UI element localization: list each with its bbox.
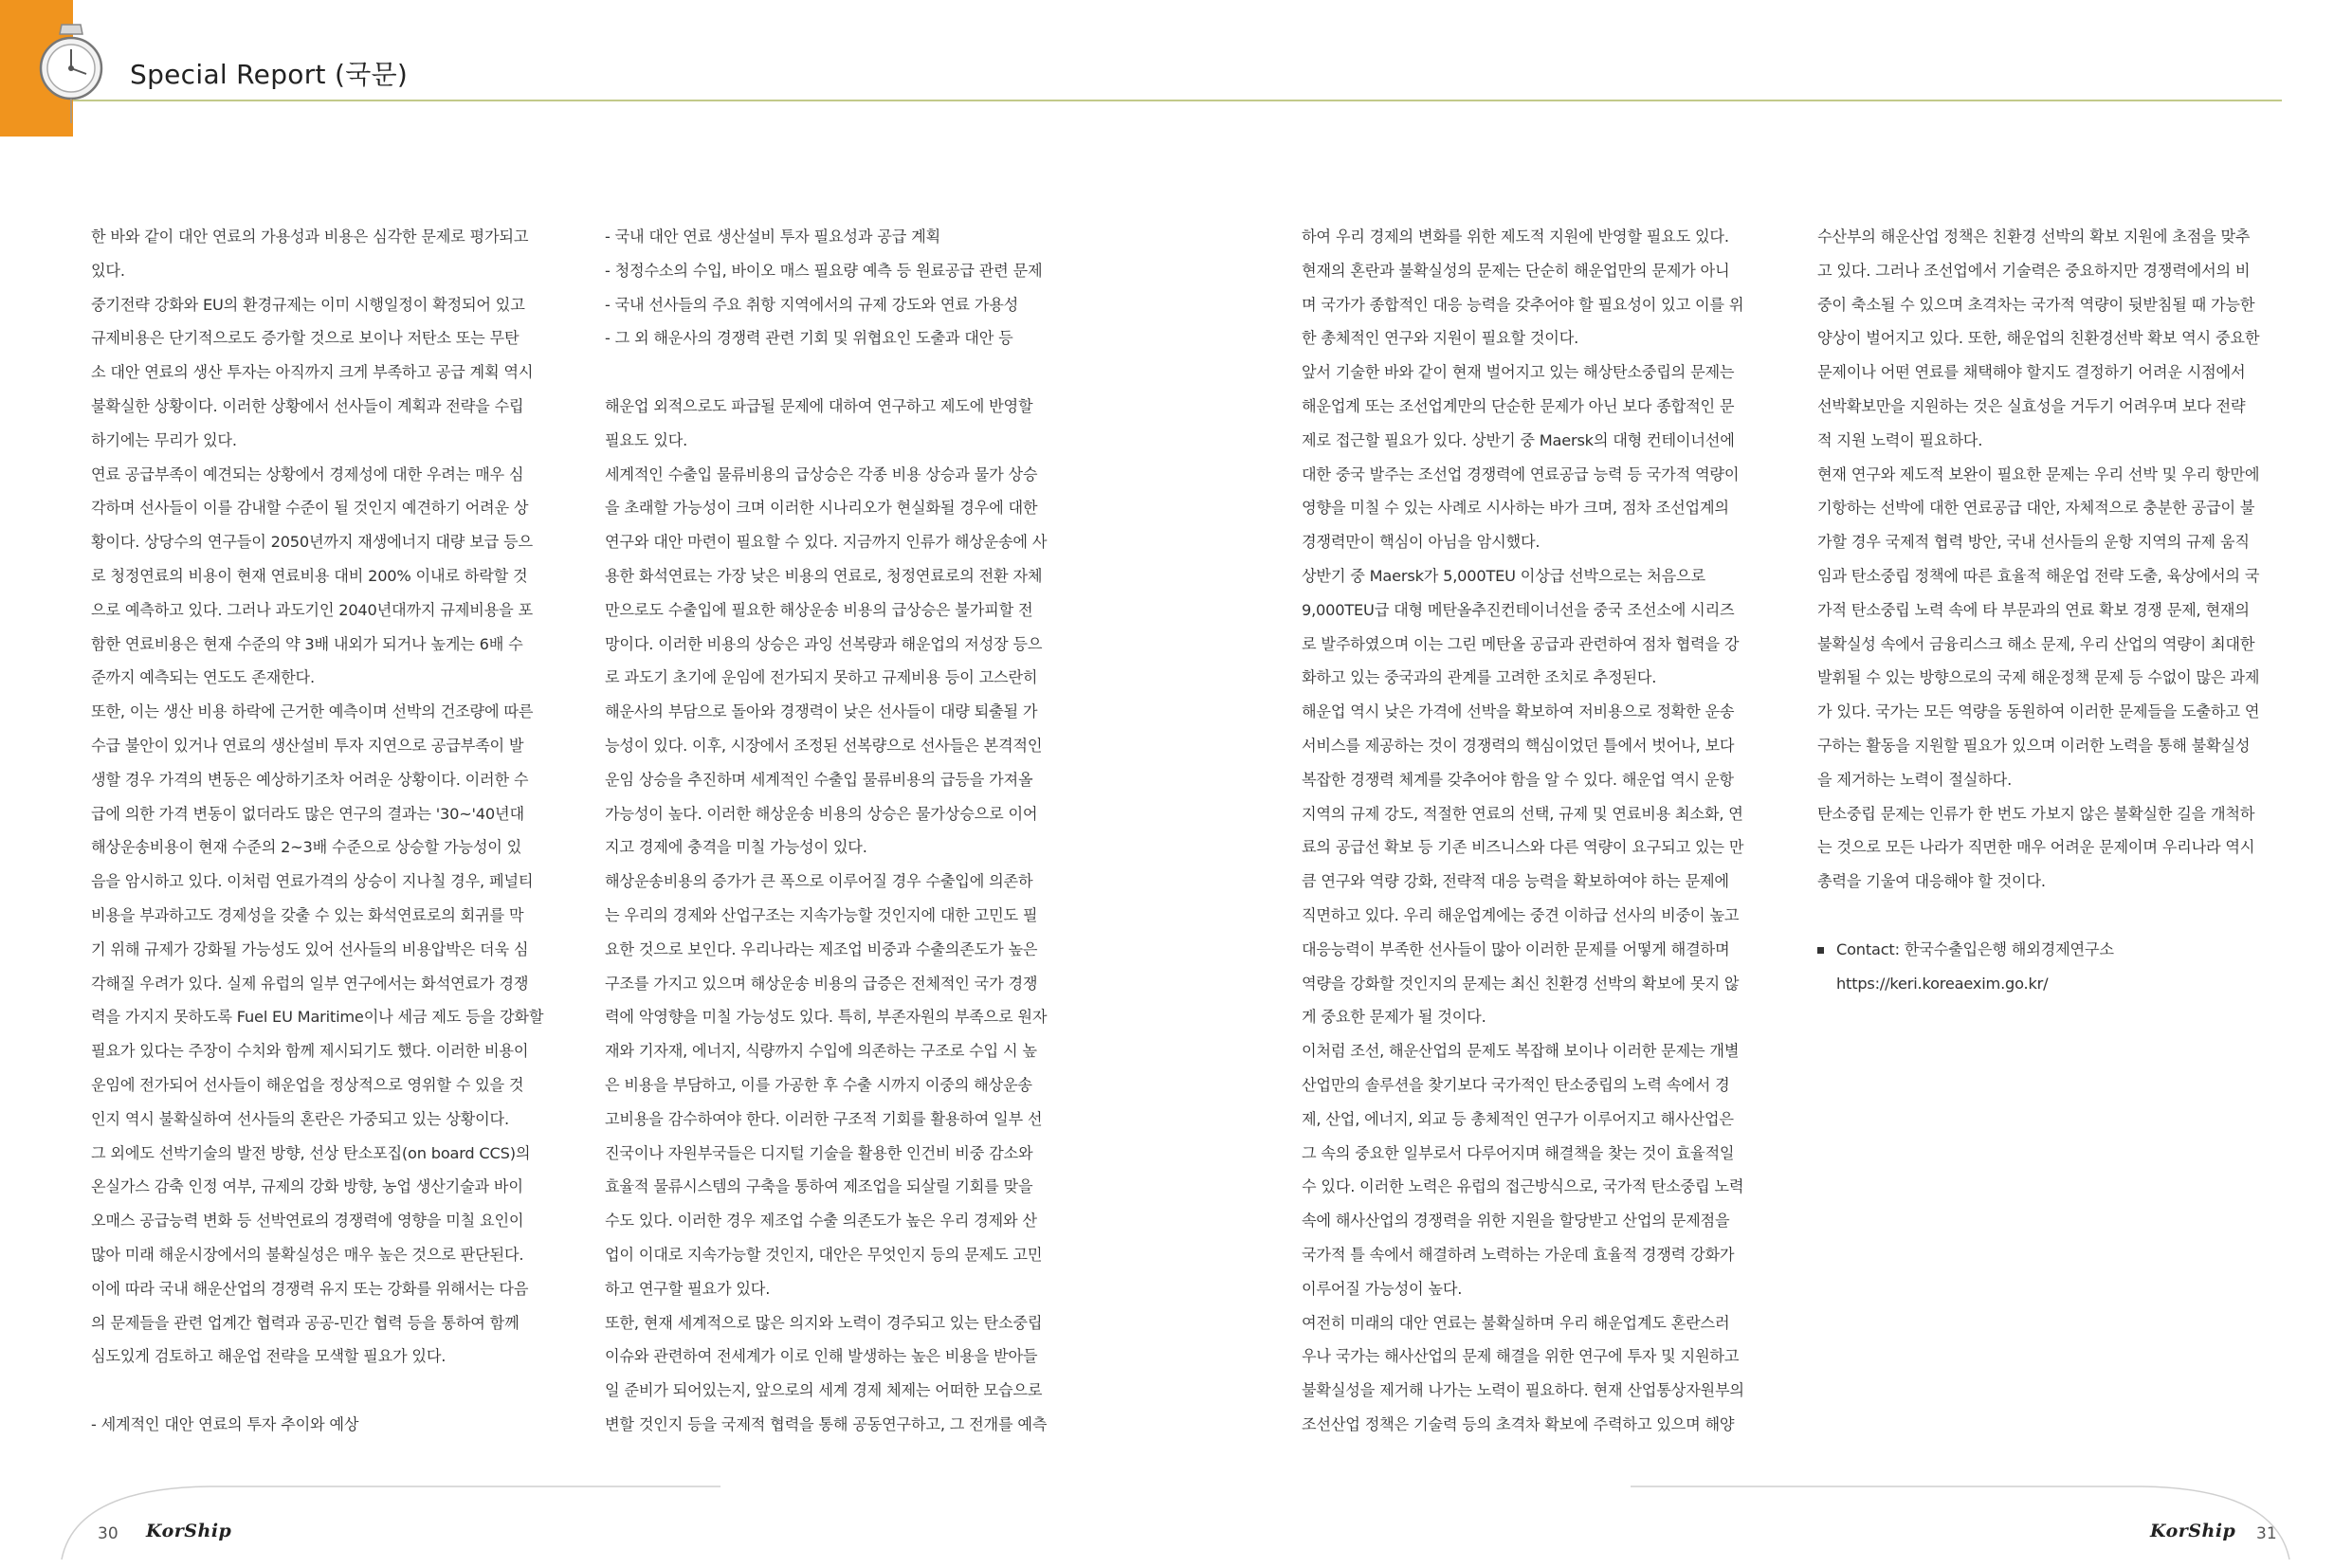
list-item: - 세계적인 대안 연료의 투자 추이와 예상: [91, 1414, 359, 1433]
text-line: 한 바와 같이 대안 연료의 가용성과 비용은 심각한 문제로 평가되고: [91, 228, 529, 246]
text-line: 9,000TEU급 대형 메탄올추진컨테이너선을 중국 조선소에 시리즈: [1302, 600, 1735, 619]
text-line: 각하며 선사들이 이를 감내할 수준이 될 것인지 예견하기 어려운 상: [91, 499, 529, 518]
text-line: 역량을 강화할 것인지의 문제는 최신 친환경 선박의 확보에 못지 않: [1302, 974, 1740, 993]
text-line: 력을 가지지 못하도록 Fuel EU Maritime이나 세금 제도 등을 강화할: [91, 1008, 544, 1027]
compass-icon: [33, 21, 117, 125]
text-line: 은 비용을 부담하고, 이를 가공한 후 수출 시까지 이중의 해상운송: [605, 1075, 1032, 1094]
text-line: 하기에는 무리가 있다.: [91, 430, 237, 449]
text-line: 세계적인 수출입 물류비용의 급상승은 각종 비용 상승과 물가 상승: [605, 465, 1038, 483]
text-line: 운임에 전가되어 선사들이 해운업을 정상적으로 영위할 수 있을 것: [91, 1075, 524, 1094]
text-line: 그 외에도 선박기술의 발전 방향, 선상 탄소포집(on board CCS)의: [91, 1143, 531, 1162]
text-line: 비용을 부과하고도 경제성을 갖출 수 있는 화석연료로의 회귀를 막: [91, 905, 524, 924]
text-line: 가 있다. 국가는 모든 역량을 동원하여 이러한 문제들을 도출하고 연: [1817, 702, 2260, 721]
text-line: 불확실성을 제거해 나가는 노력이 필요하다. 현재 산업통상자원부의: [1302, 1381, 1744, 1400]
text-line: 있다.: [91, 261, 125, 280]
paragraph-gap: [605, 356, 1090, 390]
text-line: 지역의 규제 강도, 적절한 연료의 선택, 규제 및 연료비용 최소화, 연: [1302, 804, 1743, 823]
text-line: 함한 연료비용은 현재 수준의 약 3배 내외가 되거나 높게는 6배 수: [91, 634, 523, 653]
text-line: 황이다. 상당수의 연구들이 2050년까지 재생에너지 대량 보급 등으: [91, 533, 533, 552]
text-line: 속에 해사산업의 경쟁력을 위한 지원을 할당받고 산업의 문제점을: [1302, 1212, 1730, 1231]
text-line: 적 지원 노력이 필요하다.: [1817, 430, 1983, 449]
text-line: 로 발주하였으며 이는 그린 메탄올 공급과 관련하여 점차 협력을 강: [1302, 634, 1740, 653]
text-line: 료의 공급선 확보 등 기존 비즈니스와 다른 역량이 요구되고 있는 만: [1302, 838, 1744, 857]
text-line: 제, 산업, 에너지, 외교 등 총체적인 연구가 이루어지고 해사산업은: [1302, 1109, 1734, 1128]
text-line: 가할 경우 국제적 협력 방안, 국내 선사들의 운항 지역의 규제 움직: [1817, 533, 2250, 552]
text-line: 영향을 미칠 수 있는 사례로 시사하는 바가 크며, 점차 조선업계의: [1302, 499, 1729, 518]
text-line: 요한 것으로 보인다. 우리나라는 제조업 비중과 수출의존도가 높은: [605, 939, 1038, 958]
text-line: 로 청정연료의 비용이 현재 연료비용 대비 200% 이내로 하락할 것: [91, 566, 528, 585]
text-line: 수도 있다. 이러한 경우 제조업 수출 의존도가 높은 우리 경제와 산: [605, 1212, 1037, 1231]
text-line: 그 속의 중요한 일부로서 다루어지며 해결책을 찾는 것이 효율적일: [1302, 1143, 1735, 1162]
text-line: 하여 우리 경제의 변화를 위한 제도적 지원에 반영할 필요도 있다.: [1302, 228, 1729, 246]
text-line: 이처럼 조선, 해운산업의 문제도 복잡해 보이나 이러한 문제는 개별: [1302, 1042, 1740, 1061]
text-line: 이루어질 가능성이 높다.: [1302, 1279, 1463, 1298]
text-line: 탄소중립 문제는 인류가 한 번도 가보지 않은 불확실한 길을 개척하: [1817, 804, 2255, 823]
text-line: 선박확보만을 지원하는 것은 실효성을 거두기 어려우며 보다 전략: [1817, 396, 2246, 415]
page-number-right: 31: [2256, 1524, 2277, 1543]
text-line: 을 초래할 가능성이 크며 이러한 시나리오가 현실화될 경우에 대한: [605, 499, 1038, 518]
text-line: 가능성이 높다. 이러한 해상운송 비용의 상승은 물가상승으로 이어: [605, 804, 1038, 823]
text-line: 운임 상승을 추진하며 세계적인 수출입 물류비용의 급등을 가져올: [605, 770, 1033, 789]
text-line: 용한 화석연료는 가장 낮은 비용의 연료로, 청정연료로의 전환 자체: [605, 566, 1043, 585]
text-line: 의 문제들을 관련 업계간 협력과 공공-민간 협력 등을 통하여 함께: [91, 1313, 520, 1332]
text-line: 인지 역시 불확실하여 선사들의 혼란은 가중되고 있는 상황이다.: [91, 1109, 509, 1128]
text-line: 업이 이대로 지속가능할 것인지, 대안은 무엇인지 등의 문제도 고민: [605, 1245, 1043, 1264]
contact-label: Contact: 한국수출입은행 해외경제연구소: [1836, 939, 2114, 958]
text-line: 이에 따라 국내 해운산업의 경쟁력 유지 또는 강화를 위해서는 다음: [91, 1279, 529, 1298]
text-line: 구조를 가지고 있으며 해상운송 비용의 급증은 전체적인 국가 경쟁: [605, 974, 1038, 993]
text-line: 불확실한 상황이다. 이러한 상황에서 선사들이 계획과 전략을 수립: [91, 396, 524, 415]
text-line: 해운사의 부담으로 돌아와 경쟁력이 낮은 선사들이 대량 퇴출될 가: [605, 702, 1038, 721]
text-line: 여전히 미래의 대안 연료는 불확실하며 우리 해운업계도 혼란스러: [1302, 1313, 1730, 1332]
text-line: 가적 탄소중립 노력 속에 타 부문과의 연료 확보 경쟁 문제, 현재의: [1817, 600, 2250, 619]
text-line: 큼 연구와 역량 강화, 전략적 대응 능력을 확보하여야 하는 문제에: [1302, 872, 1729, 891]
page-title: Special Report (국문): [130, 59, 409, 90]
text-line: 효율적 물류시스템의 구축을 통하여 제조업을 되살릴 기회를 맞을: [605, 1177, 1033, 1196]
text-line: 경쟁력만이 핵심이 아님을 암시했다.: [1302, 533, 1541, 552]
text-line: 해운업계 또는 조선업계만의 단순한 문제가 아닌 보다 종합적인 문: [1302, 396, 1735, 415]
text-line: 소 대안 연료의 생산 투자는 아직까지 크게 부족하고 공급 계획 역시: [91, 363, 534, 382]
text-line: 변할 것인지 등을 국제적 협력을 통해 공동연구하고, 그 전개를 예측: [605, 1414, 1048, 1433]
text-line: 만으로도 수출입에 필요한 해상운송 비용의 급상승은 불가피할 전: [605, 600, 1033, 619]
text-line: 발휘될 수 있는 방향으로의 국제 해운정책 문제 등 수없이 많은 과제: [1817, 668, 2260, 687]
contact-info: [1817, 933, 2303, 967]
text-line: 며 국가가 종합적인 대응 능력을 갖추어야 할 필요성이 있고 이를 위: [1302, 295, 1744, 314]
page-number-left: 30: [98, 1524, 119, 1543]
bullet-icon: [1817, 947, 1824, 954]
text-line: 또한, 이는 생산 비용 하락에 근거한 예측이며 선박의 건조량에 따른: [91, 702, 534, 721]
text-line: 제로 접근할 필요가 있다. 상반기 중 Maersk의 대형 컨테이너선에: [1302, 430, 1735, 449]
text-line: 직면하고 있다. 우리 해운업계에는 중견 이하급 선사의 비중이 높고: [1302, 905, 1740, 924]
text-line: 로 과도기 초기에 운임에 전가되지 못하고 규제비용 등이 고스란히: [605, 668, 1038, 687]
text-line: 오매스 공급능력 변화 등 선박연료의 경쟁력에 영향을 미칠 요인이: [91, 1212, 524, 1231]
text-line: 일 준비가 되어있는지, 앞으로의 세계 경제 체제는 어떠한 모습으로: [605, 1381, 1043, 1400]
text-line: 한 총체적인 연구와 지원이 필요할 것이다.: [1302, 329, 1579, 348]
text-line: 진국이나 자원부국들은 디지털 기술을 활용한 인건비 비중 감소와: [605, 1143, 1033, 1162]
text-column-1: [91, 220, 576, 1442]
text-line: 을 제거하는 노력이 절실하다.: [1817, 770, 2013, 789]
text-line: 기 위해 규제가 강화될 가능성도 있어 선사들의 비용압박은 더욱 심: [91, 939, 529, 958]
text-line: 수산부의 해운산업 정책은 친환경 선박의 확보 지원에 초점을 맞추: [1817, 228, 2251, 246]
text-line: 심도있게 검토하고 해운업 전략을 모색할 필요가 있다.: [91, 1347, 447, 1366]
text-line: 또한, 현재 세계적으로 많은 의지와 노력이 경주되고 있는 탄소중립: [605, 1313, 1043, 1332]
text-line: 문제이나 어떤 연료를 채택해야 할지도 결정하기 어려운 시점에서: [1817, 363, 2246, 382]
text-line: 능성이 있다. 이후, 시장에서 조정된 선복량으로 선사들은 본격적인: [605, 736, 1043, 755]
text-line: 재와 기자재, 에너지, 식량까지 수입에 의존하는 구조로 수입 시 높: [605, 1042, 1037, 1061]
text-line: 는 것으로 모든 나라가 직면한 매우 어려운 문제이며 우리나라 역시: [1817, 838, 2255, 857]
text-line: 우나 국가는 해사산업의 문제 해결을 위한 연구에 투자 및 지원하고: [1302, 1347, 1740, 1366]
text-line: 음을 암시하고 있다. 이처럼 연료가격의 상승이 지나칠 경우, 페널티: [91, 872, 534, 891]
text-line: 연료 공급부족이 예견되는 상황에서 경제성에 대한 우려는 매우 심: [91, 465, 524, 483]
text-line: 규제비용은 단기적으로도 증가할 것으로 보이나 저탄소 또는 무탄: [91, 329, 520, 348]
text-line: 수급 불안이 있거나 연료의 생산설비 투자 지연으로 공급부족이 발: [91, 736, 524, 755]
text-line: 중이 축소될 수 있으며 초격차는 국가적 역량이 뒷받침될 때 가능한: [1817, 295, 2255, 314]
text-line: 총력을 기울여 대응해야 할 것이다.: [1817, 872, 2046, 891]
text-line: 필요도 있다.: [605, 430, 688, 449]
text-line: 서비스를 제공하는 것이 경쟁력의 핵심이었던 틀에서 벗어나, 보다: [1302, 736, 1735, 755]
text-line: 상반기 중 Maersk가 5,000TEU 이상급 선박으로는 처음으로: [1302, 566, 1705, 585]
text-line: 는 우리의 경제와 산업구조는 지속가능할 것인지에 대한 고민도 필: [605, 905, 1038, 924]
text-line: 불확실성 속에서 금융리스크 해소 문제, 우리 산업의 역량이 최대한: [1817, 634, 2255, 653]
text-line: 고비용을 감수하여야 한다. 이러한 구조적 기회를 활용하여 일부 선: [605, 1109, 1043, 1128]
text-column-2: [605, 220, 1090, 1442]
text-line: 화하고 있는 중국과의 관계를 고려한 조치로 추정된다.: [1302, 668, 1657, 687]
text-line: 해운업 역시 낮은 가격에 선박을 확보하여 저비용으로 정확한 운송: [1302, 702, 1735, 721]
text-line: 복잡한 경쟁력 체계를 갖추어야 함을 알 수 있다. 해운업 역시 운항: [1302, 770, 1734, 789]
text-line: 현재 연구와 제도적 보완이 필요한 문제는 우리 선박 및 우리 항만에: [1817, 465, 2260, 483]
header-divider: [73, 100, 2282, 101]
text-line: 현재의 혼란과 불확실성의 문제는 단순히 해운업만의 문제가 아니: [1302, 261, 1730, 280]
korship-logo-right: KorShip: [2150, 1521, 2236, 1541]
text-line: 력에 악영향을 미칠 가능성도 있다. 특히, 부존자원의 부족으로 원자: [605, 1008, 1048, 1027]
text-line: 망이다. 이러한 비용의 상승은 과잉 선복량과 해운업의 저성장 등으: [605, 634, 1043, 653]
contact-url[interactable]: https://keri.koreaexim.go.kr/: [1836, 974, 2049, 993]
text-line: 이슈와 관련하여 전세계가 이로 인해 발생하는 높은 비용을 받아들: [605, 1347, 1038, 1366]
text-line: 해상운송비용의 증가가 큰 폭으로 이루어질 경우 수출입에 의존하: [605, 872, 1033, 891]
text-line: 게 중요한 문제가 될 것이다.: [1302, 1008, 1486, 1027]
paragraph-gap: [1817, 899, 2303, 933]
list-item: - 청정수소의 수입, 바이오 매스 필요량 예측 등 원료공급 관련 문제: [605, 261, 1043, 280]
text-line: 고 있다. 그러나 조선업에서 기술력은 중요하지만 경쟁력에서의 비: [1817, 261, 2251, 280]
text-line: 앞서 기술한 바와 같이 현재 벌어지고 있는 해상탄소중립의 문제는: [1302, 363, 1735, 382]
text-line: 준까지 예측되는 연도도 존재한다.: [91, 668, 315, 687]
korship-logo-left: KorShip: [146, 1521, 232, 1541]
text-line: 연구와 대안 마련이 필요할 수 있다. 지금까지 인류가 해상운송에 사: [605, 533, 1048, 552]
text-line: 수 있다. 이러한 노력은 유럽의 접근방식으로, 국가적 탄소중립 노력: [1302, 1177, 1744, 1196]
text-line: 기항하는 선박에 대한 연료공급 대안, 자체적으로 충분한 공급이 불: [1817, 499, 2255, 518]
text-line: 각해질 우려가 있다. 실제 유럽의 일부 연구에서는 화석연료가 경쟁: [91, 974, 529, 993]
text-line: 온실가스 감축 인정 여부, 규제의 강화 방향, 농업 생산기술과 바이: [91, 1177, 523, 1196]
text-line: 으로 예측하고 있다. 그러나 과도기인 2040년대까지 규제비용을 포: [91, 600, 533, 619]
text-line: 대한 중국 발주는 조선업 경쟁력에 연료공급 능력 등 국가적 역량이: [1302, 465, 1740, 483]
text-line: 조선산업 정책은 기술력 등의 초격차 확보에 주력하고 있으며 해양: [1302, 1414, 1735, 1433]
text-column-3: [1302, 220, 1787, 1442]
text-line: 산업만의 솔루션을 찾기보다 국가적인 탄소중립의 노력 속에서 경: [1302, 1075, 1730, 1094]
text-line: 지고 경제에 충격을 미칠 가능성이 있다.: [605, 838, 867, 857]
text-line: 구하는 활동을 지원할 필요가 있으며 이러한 노력을 통해 불확실성: [1817, 736, 2251, 755]
text-line: 필요가 있다는 주장이 수치와 함께 제시되기도 했다. 이러한 비용이: [91, 1042, 529, 1061]
text-line: 급에 의한 가격 변동이 없더라도 많은 연구의 결과는 '30~'40년대: [91, 804, 524, 823]
text-line: 국가적 틀 속에서 해결하려 노력하는 가운데 효율적 경쟁력 강화가: [1302, 1245, 1735, 1264]
list-item: - 국내 선사들의 주요 취항 지역에서의 규제 강도와 연료 가용성: [605, 295, 1019, 314]
list-item: - 그 외 해운사의 경쟁력 관련 기회 및 위협요인 도출과 대안 등: [605, 329, 1013, 348]
list-item: - 국내 대안 연료 생산설비 투자 필요성과 공급 계획: [605, 228, 940, 246]
text-column-4: [1817, 220, 2303, 1000]
text-line: 임과 탄소중립 정책에 따른 효율적 해운업 전략 도출, 육상에서의 국: [1817, 566, 2260, 585]
paragraph-gap: [91, 1374, 576, 1408]
text-line: 중기전략 강화와 EU의 환경규제는 이미 시행일정이 확정되어 있고: [91, 295, 525, 314]
text-line: 많아 미래 해운시장에서의 불확실성은 매우 높은 것으로 판단된다.: [91, 1245, 524, 1264]
text-line: 해상운송비용이 현재 수준의 2~3배 수준으로 상승할 가능성이 있: [91, 838, 522, 857]
text-line: 양상이 벌어지고 있다. 또한, 해운업의 친환경선박 확보 역시 중요한: [1817, 329, 2260, 348]
text-line: 해운업 외적으로도 파급될 문제에 대하여 연구하고 제도에 반영할: [605, 396, 1033, 415]
text-line: 대응능력이 부족한 선사들이 많아 이러한 문제를 어떻게 해결하며: [1302, 939, 1730, 958]
text-line: 하고 연구할 필요가 있다.: [605, 1279, 771, 1298]
text-line: 생할 경우 가격의 변동은 예상하기조차 어려운 상황이다. 이러한 수: [91, 770, 529, 789]
